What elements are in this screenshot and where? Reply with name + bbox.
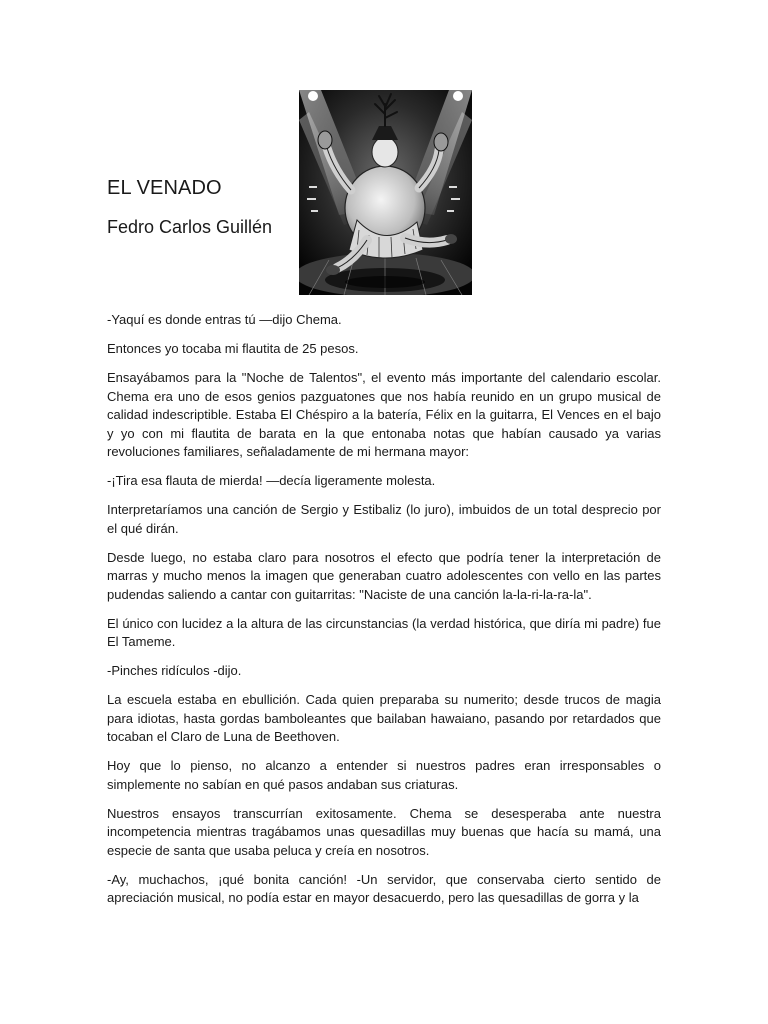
paragraph: -¡Tira esa flauta de mierda! —decía ligeramente molesta. <box>107 473 436 488</box>
paragraph: El único con lucidez a la altura de las circunstancias (la verdad histórica, que diría mi padre) fue El Tameme. <box>107 615 661 649</box>
paragraph: Nuestros ensayos transcurrían exitosamente. Chema se desesperaba ante nuestra incompetencia mientras tragábamos unas quesadillas muy buenas que hacía su mamá, una especie de santa que usaba peluca y creía en nosotros. <box>107 805 661 858</box>
dancing-figure-icon <box>299 90 472 295</box>
paragraph: -Pinches ridículos -dijo. <box>107 663 242 678</box>
paragraph: Hoy que lo pienso, no alcanzo a entender si nuestros padres eran irresponsables o simplemente no sabían en qué pasos andaban sus criaturas. <box>107 758 661 792</box>
paragraph: Interpretaríamos una canción de Sergio y Estibaliz (lo juro), imbuidos de un total desprecio por el qué dirán. <box>107 502 661 536</box>
author-name: Fedro Carlos Guillén <box>107 217 273 237</box>
paragraph: Ensayábamos para la "Noche de Talentos", el evento más importante del calendario escolar. Chema era uno de esos genios pazguatones que nos había reunido en un grupo musical de calidad indescriptible. Estaba El Chéspiro a la batería, Félix en la guitarra, El Vences en el bajo y yo con mi flautita de barata en la que entonaba notas que habían causado ya varias revoluciones familiares, señaladamente de mi hermana mayor: <box>107 370 661 459</box>
story-illustration <box>299 90 472 295</box>
paragraph: -Ay, muchachos, ¡qué bonita canción! -Un servidor, que conservaba cierto sentido de apreciación musical, no podía estar en mayor desacuerdo, pero las quesadillas de gorra y la <box>107 871 661 905</box>
paragraph: La escuela estaba en ebullición. Cada quien preparaba su numerito; desde trucos de magia para idiotas, hasta gordas bamboleantes que bailaban hawaiano, pasando por retardados que tocaban el Claro de Luna de Beethoven. <box>107 692 661 744</box>
paragraph: Desde luego, no estaba claro para nosotros el efecto que podría tener la interpretación de marras y mucho menos la imagen que generaban cuatro adolescentes con vello en las partes pudendas saliendo a cantar con guitarritas: "Naciste de una canción la-la-ri-la-ra-la". <box>107 549 661 602</box>
story-title: EL VENADO <box>107 177 222 199</box>
paragraph: -Yaquí es donde entras tú —dijo Chema. <box>107 312 342 327</box>
paragraph: Entonces yo tocaba mi flautita de 25 pesos. <box>107 341 359 356</box>
story-body <box>107 311 661 908</box>
